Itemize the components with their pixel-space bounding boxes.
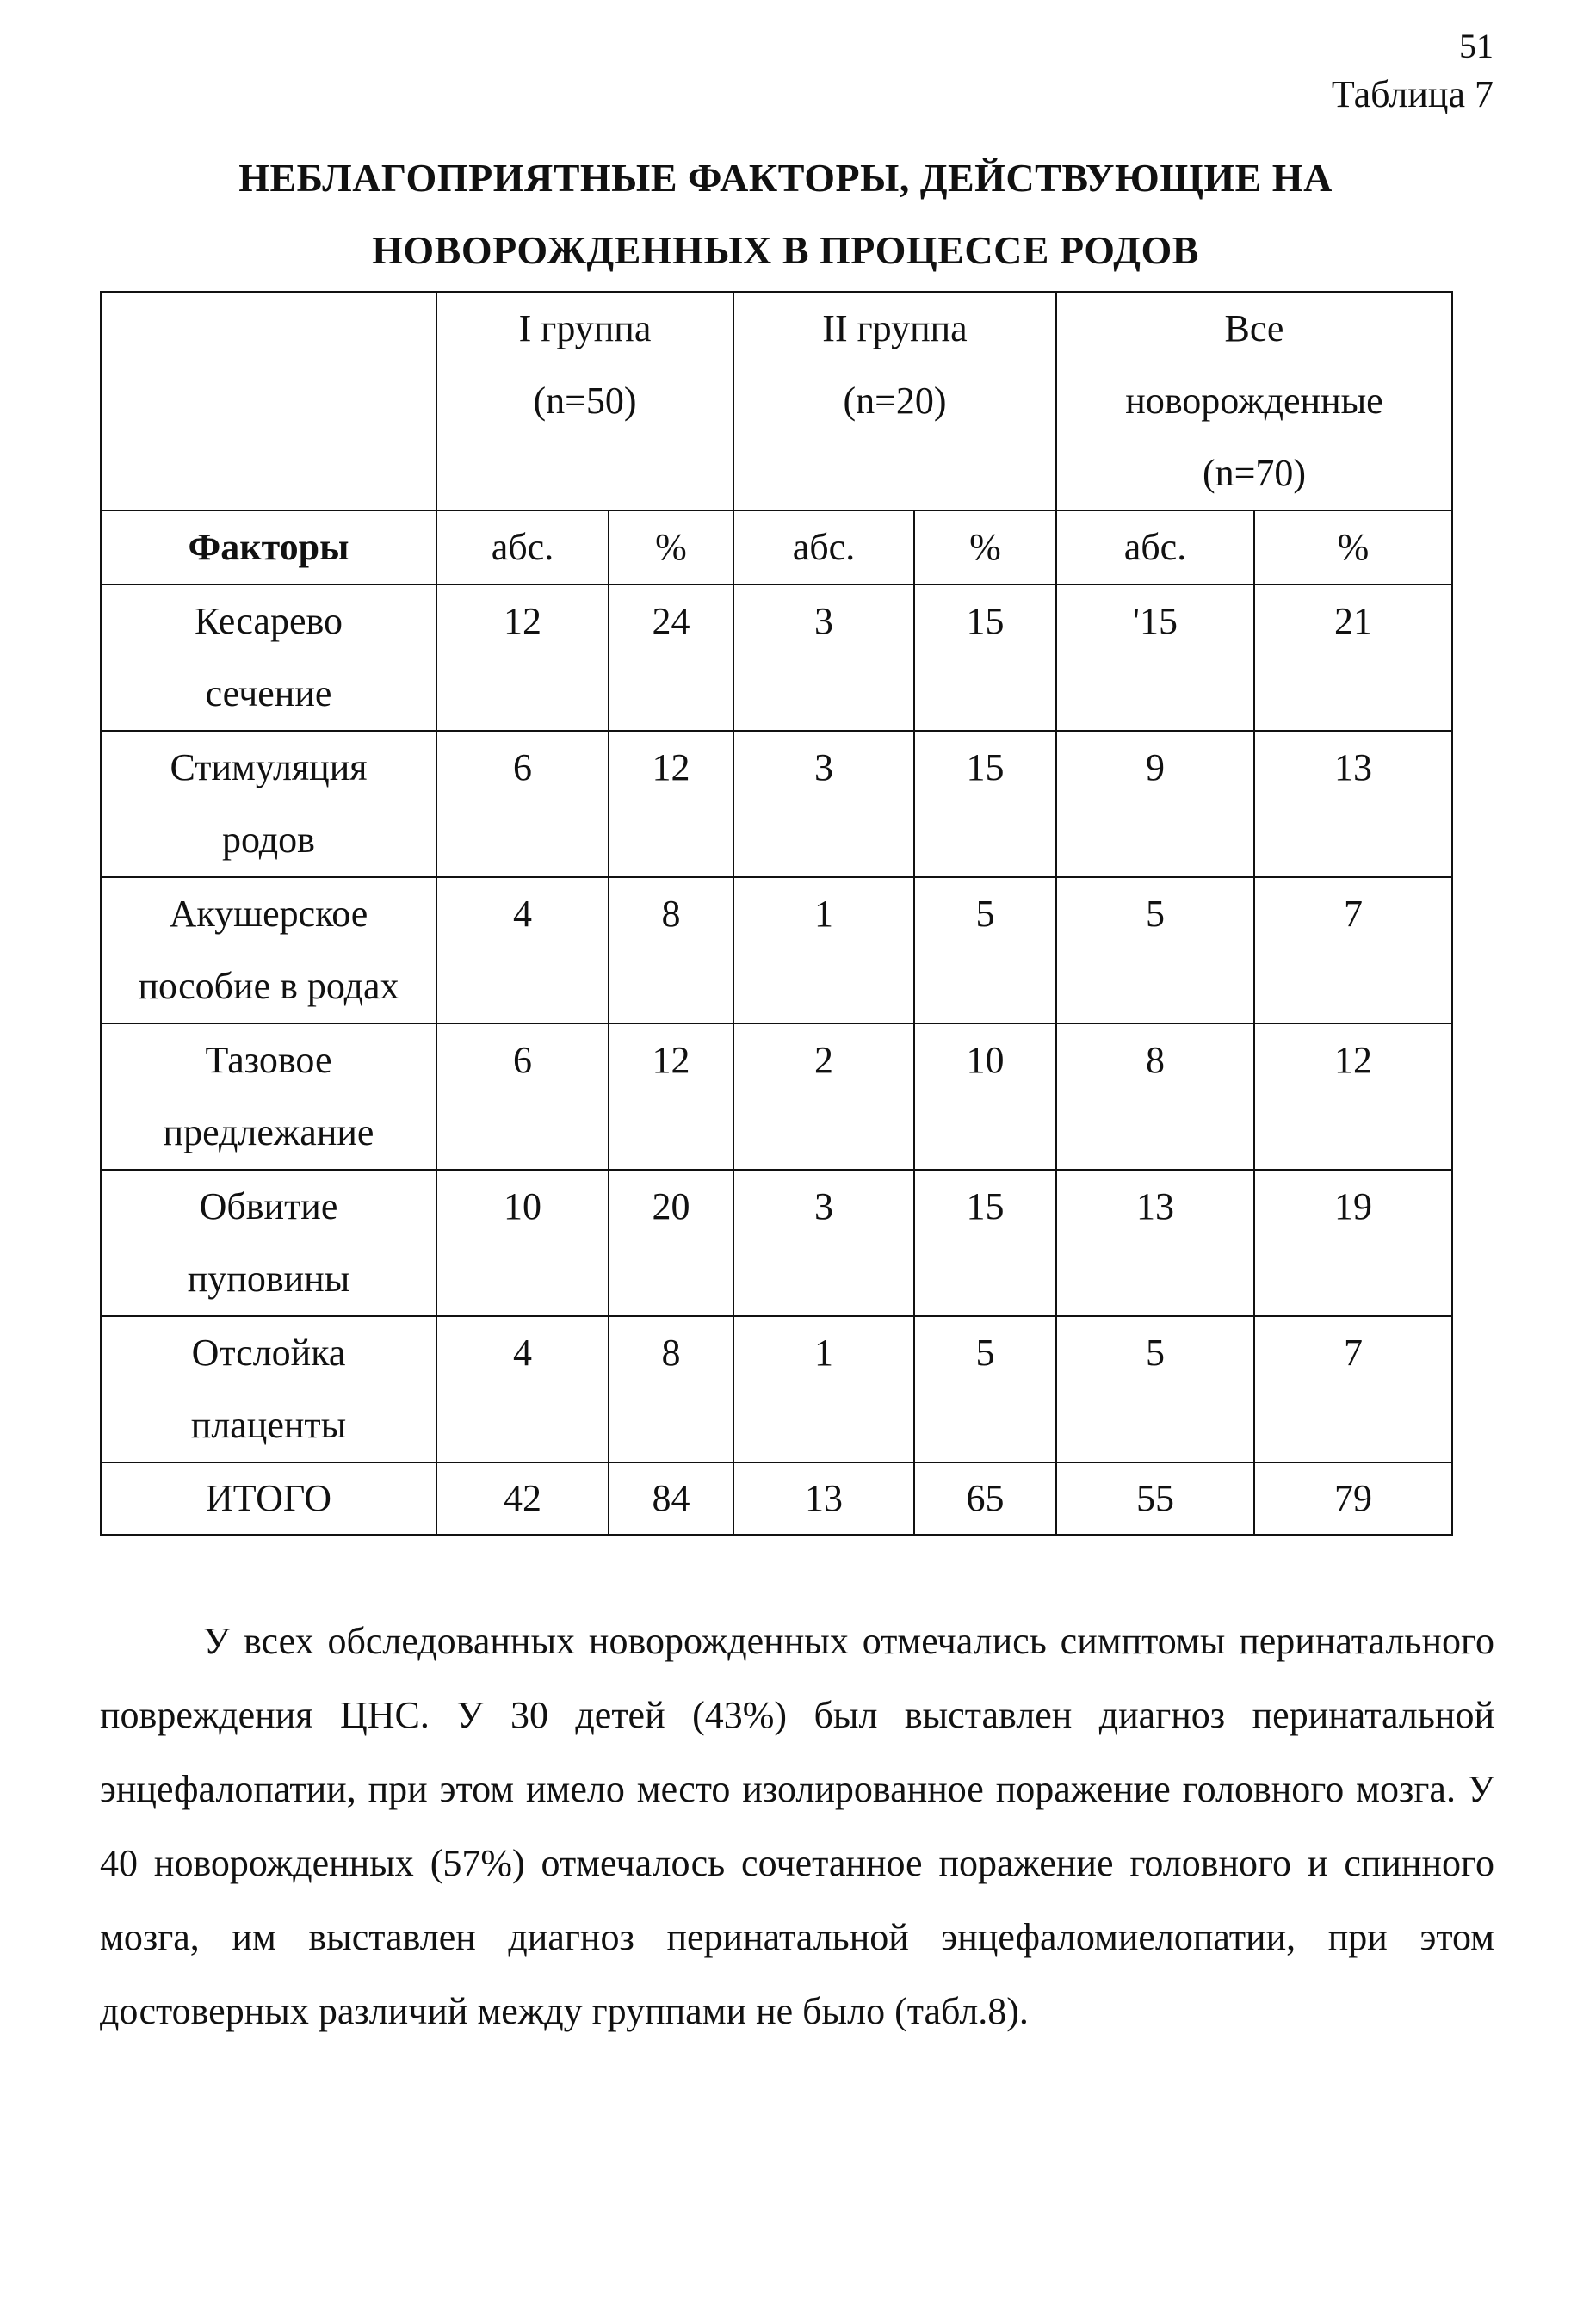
factor-name: Кесарево (195, 600, 343, 642)
table-row (101, 731, 1452, 877)
all-newborns-header (1056, 292, 1452, 510)
all-newborns-name-2: новорожденные (1125, 380, 1383, 422)
factors-table (100, 291, 1453, 1536)
factor-name: пособие в родах (138, 965, 399, 1007)
value-cell: 8 (1056, 1023, 1254, 1170)
value-cell: 4 (436, 1316, 609, 1462)
value-cell: 7 (1254, 877, 1452, 1023)
value-cell: 13 (1254, 731, 1452, 877)
factor-name-cell (101, 584, 436, 731)
abs-column-header: абс. (436, 510, 609, 584)
all-newborns-name-1: Все (1224, 307, 1284, 349)
factor-name: Тазовое (205, 1039, 332, 1081)
group-2-name: II группа (822, 307, 968, 349)
abs-column-header: абс. (1056, 510, 1254, 584)
empty-corner-cell (101, 292, 436, 510)
value-cell: 15 (914, 584, 1056, 731)
factor-name: пуповины (187, 1258, 350, 1300)
factor-name: плаценты (190, 1404, 347, 1446)
value-cell: 12 (609, 731, 733, 877)
table-row (101, 1170, 1452, 1316)
factor-name: Стимуляция (170, 746, 368, 788)
factor-name-cell (101, 731, 436, 877)
table-title-line: НЕБЛАГОПРИЯТНЫЕ ФАКТОРЫ, ДЕЙСТВУЮЩИЕ НА (238, 156, 1333, 200)
value-cell: 15 (914, 731, 1056, 877)
value-cell: '15 (1056, 584, 1254, 731)
value-cell: 5 (914, 1316, 1056, 1462)
group-1-count: (n=50) (533, 380, 637, 422)
value-cell: 5 (914, 877, 1056, 1023)
value-cell: 3 (733, 1170, 914, 1316)
total-value-cell: 65 (914, 1462, 1056, 1535)
page-number: 51 (1459, 27, 1494, 65)
total-value-cell: 42 (436, 1462, 609, 1535)
table-title-line: НОВОРОЖДЕННЫХ В ПРОЦЕССЕ РОДОВ (372, 228, 1199, 272)
table-row (101, 1023, 1452, 1170)
factors-column-header: Факторы (101, 510, 436, 584)
percent-column-header: % (609, 510, 733, 584)
value-cell: 5 (1056, 1316, 1254, 1462)
table-row (101, 1316, 1452, 1462)
value-cell: 1 (733, 877, 914, 1023)
total-label: ИТОГО (101, 1462, 436, 1535)
total-value-cell: 84 (609, 1462, 733, 1535)
percent-column-header: % (914, 510, 1056, 584)
all-newborns-count: (n=70) (1202, 452, 1307, 494)
value-cell: 10 (436, 1170, 609, 1316)
value-cell: 24 (609, 584, 733, 731)
value-cell: 3 (733, 584, 914, 731)
value-cell: 20 (609, 1170, 733, 1316)
group-1-header (436, 292, 733, 510)
table-title (0, 142, 1571, 287)
value-cell: 3 (733, 731, 914, 877)
total-value-cell: 79 (1254, 1462, 1452, 1535)
factor-name: Отслойка (191, 1332, 346, 1374)
table-header-row (101, 292, 1452, 510)
value-cell: 12 (1254, 1023, 1452, 1170)
value-cell: 9 (1056, 731, 1254, 877)
value-cell: 4 (436, 877, 609, 1023)
factor-name: сечение (205, 672, 332, 714)
body-paragraph: У всех обследованных новорожденных отмечались симптомы перинатального повреждения ЦНС. У 30 детей (43%) был выставлен диагноз перинатальной энцефалопатии, при этом имело место изолированное поражение головного мозга. У 40 новорожденных (57%) отмечалось сочетанное поражение головного и спинного мозга, им выставлен диагноз перинатальной энцефаломиелопатии, при этом достоверных различий между группами не было (табл.8). (100, 1620, 1494, 2032)
value-cell: 12 (609, 1023, 733, 1170)
factor-name-cell (101, 877, 436, 1023)
factor-name-cell (101, 1023, 436, 1170)
abs-column-header: абс. (733, 510, 914, 584)
total-value-cell: 13 (733, 1462, 914, 1535)
table-label: Таблица 7 (1331, 73, 1494, 115)
factor-name-cell (101, 1316, 436, 1462)
group-1-name: I группа (518, 307, 652, 349)
table-total-row (101, 1462, 1452, 1535)
value-cell: 10 (914, 1023, 1056, 1170)
percent-column-header: % (1254, 510, 1452, 584)
value-cell: 8 (609, 877, 733, 1023)
value-cell: 7 (1254, 1316, 1452, 1462)
table-row (101, 584, 1452, 731)
factor-name: предлежание (163, 1111, 374, 1153)
value-cell: 15 (914, 1170, 1056, 1316)
factor-name-cell (101, 1170, 436, 1316)
value-cell: 19 (1254, 1170, 1452, 1316)
value-cell: 21 (1254, 584, 1452, 731)
group-2-header (733, 292, 1056, 510)
factor-name: Обвитие (199, 1185, 338, 1227)
value-cell: 2 (733, 1023, 914, 1170)
value-cell: 5 (1056, 877, 1254, 1023)
table-row (101, 877, 1452, 1023)
total-value-cell: 55 (1056, 1462, 1254, 1535)
value-cell: 12 (436, 584, 609, 731)
factor-name: родов (222, 819, 315, 861)
value-cell: 8 (609, 1316, 733, 1462)
value-cell: 1 (733, 1316, 914, 1462)
factor-name: Акушерское (169, 893, 368, 935)
value-cell: 6 (436, 1023, 609, 1170)
table-subheader-row (101, 510, 1452, 584)
value-cell: 6 (436, 731, 609, 877)
group-2-count: (n=20) (843, 380, 947, 422)
value-cell: 13 (1056, 1170, 1254, 1316)
